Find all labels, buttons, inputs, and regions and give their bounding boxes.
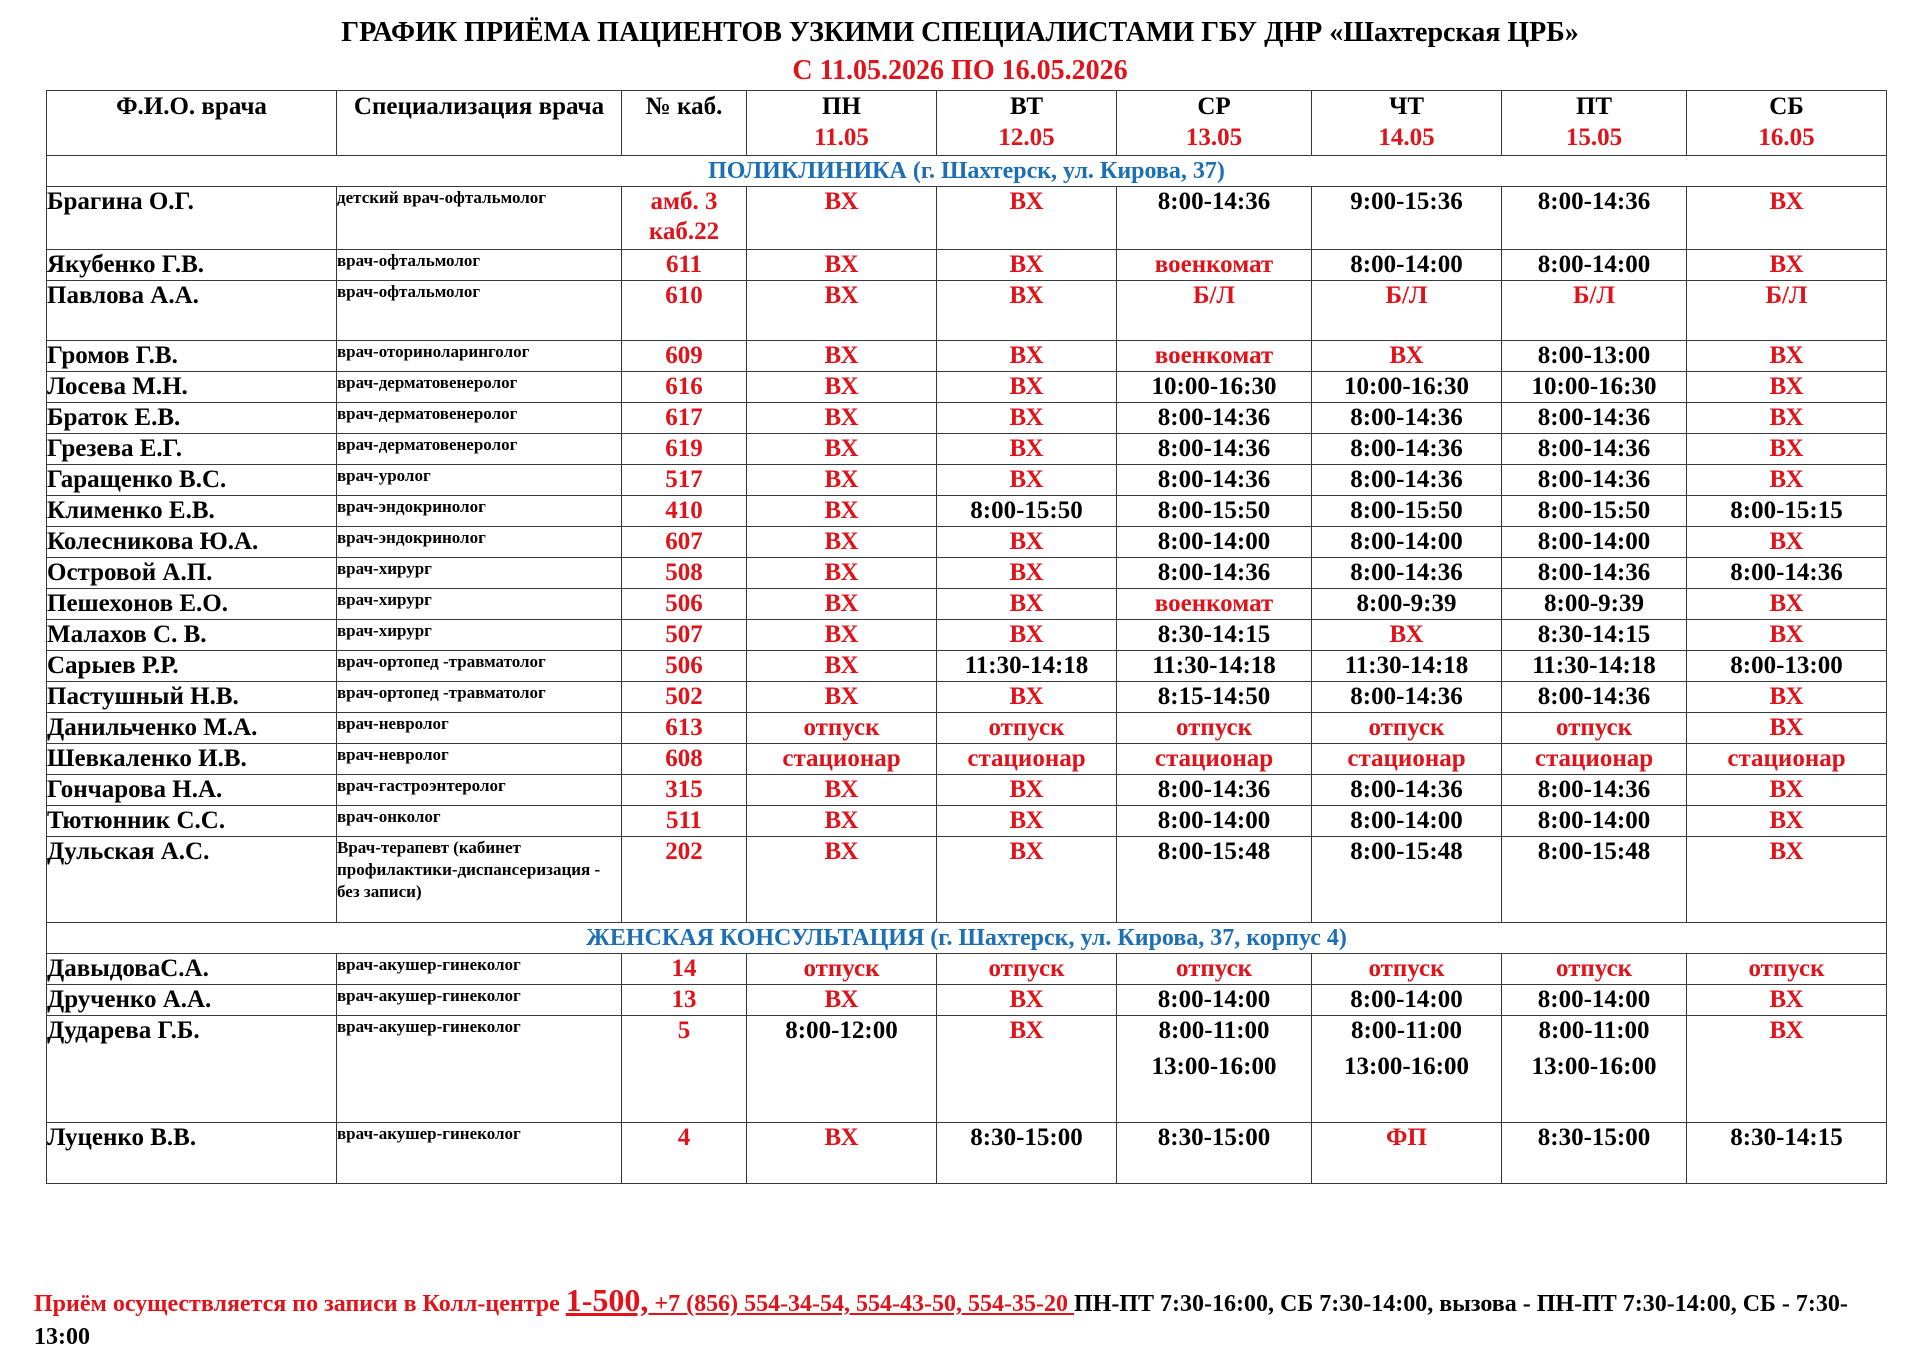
schedule-cell: ВХ — [747, 341, 937, 372]
room-number: 613 — [622, 713, 747, 744]
header-day — [1117, 91, 1312, 156]
day-date: 16.05 — [1758, 124, 1815, 151]
schedule-cell: ВХ — [747, 682, 937, 713]
header-day — [747, 91, 937, 156]
schedule-cell: ВХ — [747, 496, 937, 527]
schedule-cell: ВХ — [1687, 806, 1887, 837]
schedule-time: 8:00-11:00 — [1158, 1017, 1270, 1044]
doctor-specialization: врач-уролог — [337, 465, 622, 496]
doctor-specialization: врач-эндокринолог — [337, 527, 622, 558]
schedule-cell: 8:00-14:36 — [1312, 403, 1502, 434]
schedule-time-2: 13:00-16:00 — [1151, 1053, 1277, 1080]
doctor-specialization: врач-дерматовенеролог — [337, 434, 622, 465]
schedule-cell: ВХ — [747, 527, 937, 558]
room-number: 608 — [622, 744, 747, 775]
schedule-cell: ВХ — [937, 372, 1117, 403]
doctor-specialization: врач-акушер-гинеколог — [337, 1123, 622, 1184]
schedule-cell: отпуск — [1687, 954, 1887, 985]
room-number: 609 — [622, 341, 747, 372]
schedule-cell: ВХ — [937, 465, 1117, 496]
schedule-cell: ВХ — [747, 434, 937, 465]
schedule-cell: стационар — [1687, 744, 1887, 775]
schedule-time: ВХ — [1769, 1017, 1804, 1044]
room-number: 507 — [622, 620, 747, 651]
schedule-cell: 8:30-15:00 — [1502, 1123, 1687, 1184]
schedule-cell: отпуск — [937, 713, 1117, 744]
table-row — [47, 589, 1887, 620]
doctor-name: ДавыдоваС.А. — [47, 954, 337, 985]
schedule-cell: ВХ — [1687, 589, 1887, 620]
table-row — [47, 954, 1887, 985]
day-date: 12.05 — [998, 124, 1055, 151]
schedule-cell: отпуск — [747, 954, 937, 985]
doctor-specialization: врач-хирург — [337, 620, 622, 651]
schedule-cell: 8:00-14:36 — [1117, 775, 1312, 806]
doctor-name: Гаращенко В.С. — [47, 465, 337, 496]
schedule-cell: ВХ — [937, 187, 1117, 250]
schedule-cell: ФП — [1312, 1123, 1502, 1184]
schedule-cell: ВХ — [747, 806, 937, 837]
schedule-cell: 8:00-14:36 — [1312, 682, 1502, 713]
date-range: С 11.05.2026 ПО 16.05.2026 — [792, 55, 1128, 86]
schedule-cell: Б/Л — [1117, 281, 1312, 341]
schedule-cell: 8:00-14:00 — [1117, 985, 1312, 1016]
footer-hours: ПН-ПТ 7:30-16:00, СБ 7:30-14:00, вызова - ПН-ПТ 7:30-14:00, СБ - 7:30- 13:00 — [34, 1291, 1848, 1350]
schedule-cell — [747, 1016, 937, 1123]
room-number: 619 — [622, 434, 747, 465]
schedule-cell: ВХ — [747, 1123, 937, 1184]
schedule-cell: ВХ — [937, 558, 1117, 589]
schedule-cell — [1117, 1016, 1312, 1123]
schedule-cell: 8:00-14:36 — [1502, 434, 1687, 465]
table-row — [47, 281, 1887, 341]
schedule-cell: ВХ — [747, 985, 937, 1016]
header-name: Ф.И.О. врача — [47, 91, 337, 156]
schedule-cell: ВХ — [937, 403, 1117, 434]
schedule-cell: 8:00-14:00 — [1312, 250, 1502, 281]
schedule-cell — [937, 1016, 1117, 1123]
schedule-cell: 8:00-15:15 — [1687, 496, 1887, 527]
table-row — [47, 985, 1887, 1016]
schedule-cell: ВХ — [1687, 434, 1887, 465]
schedule-cell: стационар — [937, 744, 1117, 775]
doctor-name: Дударева Г.Б. — [47, 1016, 337, 1123]
day-date: 15.05 — [1565, 124, 1623, 151]
schedule-cell: ВХ — [747, 250, 937, 281]
doctor-specialization: врач-невролог — [337, 744, 622, 775]
doctor-specialization: врач-невролог — [337, 713, 622, 744]
doctor-specialization: врач-оториноларинголог — [337, 341, 622, 372]
schedule-cell: 8:00-15:50 — [1502, 496, 1687, 527]
schedule-cell: ВХ — [747, 187, 937, 250]
room-number: 410 — [622, 496, 747, 527]
schedule-cell: 8:00-13:00 — [1687, 651, 1887, 682]
room-number: 502 — [622, 682, 747, 713]
doctor-name: Островой А.П. — [47, 558, 337, 589]
doctor-specialization: Врач-терапевт (кабинет профилактики-диспансеризация - без записи) — [337, 837, 622, 923]
header-day — [1687, 91, 1887, 156]
room-number: 616 — [622, 372, 747, 403]
schedule-cell: 8:30-15:00 — [937, 1123, 1117, 1184]
footer-intro: Приём осуществляется по записи в Колл-центре — [34, 1291, 566, 1317]
schedule-cell: ВХ — [1687, 837, 1887, 923]
doctor-name: Шевкаленко И.В. — [47, 744, 337, 775]
schedule-cell: 8:00-15:48 — [1312, 837, 1502, 923]
schedule-cell: 8:00-15:48 — [1117, 837, 1312, 923]
room-number: 610 — [622, 281, 747, 341]
doctor-name: Громов Г.В. — [47, 341, 337, 372]
schedule-cell: 8:00-14:00 — [1312, 985, 1502, 1016]
schedule-cell: отпуск — [1502, 954, 1687, 985]
table-row — [47, 744, 1887, 775]
schedule-cell: 10:00-16:30 — [1502, 372, 1687, 403]
schedule-cell: 8:30-14:15 — [1502, 620, 1687, 651]
day-name: ВТ — [1009, 93, 1044, 120]
schedule-cell: 11:30-14:18 — [937, 651, 1117, 682]
doctor-name: Дульская А.С. — [47, 837, 337, 923]
doctor-name: Данильченко М.А. — [47, 713, 337, 744]
schedule-cell: ВХ — [747, 465, 937, 496]
doctor-specialization: врач-акушер-гинеколог — [337, 985, 622, 1016]
day-name: СБ — [1769, 93, 1804, 120]
schedule-cell: ВХ — [1687, 527, 1887, 558]
schedule-time: 8:00-11:00 — [1538, 1017, 1650, 1044]
schedule-cell: Б/Л — [1502, 281, 1687, 341]
room-number: 14 — [622, 954, 747, 985]
doctor-name: Пастушный Н.В. — [47, 682, 337, 713]
schedule-time: ВХ — [1009, 1017, 1044, 1044]
schedule-cell: Б/Л — [1687, 281, 1887, 341]
schedule-cell: ВХ — [747, 651, 937, 682]
schedule-table — [46, 90, 1887, 1184]
table-row — [47, 341, 1887, 372]
schedule-cell: ВХ — [747, 620, 937, 651]
schedule-cell — [1687, 1016, 1887, 1123]
table-row — [47, 434, 1887, 465]
schedule-cell: 11:30-14:18 — [1502, 651, 1687, 682]
section-title: ПОЛИКЛИНИКА (г. Шахтерск, ул. Кирова, 37) — [47, 156, 1887, 187]
schedule-cell: отпуск — [1312, 713, 1502, 744]
schedule-cell: ВХ — [937, 281, 1117, 341]
schedule-time: 8:00-12:00 — [785, 1017, 898, 1044]
schedule-cell: 10:00-16:30 — [1117, 372, 1312, 403]
schedule-cell: 8:00-15:50 — [1117, 496, 1312, 527]
schedule-cell: 8:00-14:00 — [1117, 527, 1312, 558]
schedule-cell: отпуск — [1117, 713, 1312, 744]
schedule-cell: отпуск — [1502, 713, 1687, 744]
schedule-cell: 8:00-14:00 — [1312, 527, 1502, 558]
room-number: 4 — [622, 1123, 747, 1184]
schedule-cell: отпуск — [747, 713, 937, 744]
room-number: 517 — [622, 465, 747, 496]
schedule-time-2: 13:00-16:00 — [1344, 1053, 1469, 1080]
header-row — [47, 91, 1887, 156]
header-spec: Специализация врача — [337, 91, 622, 156]
doctor-name: Павлова А.А. — [47, 281, 337, 341]
schedule-cell: ВХ — [747, 837, 937, 923]
schedule-cell: 8:00-14:36 — [1502, 187, 1687, 250]
schedule-cell: 8:00-14:36 — [1117, 465, 1312, 496]
section-row — [47, 923, 1887, 954]
room-number: 5 — [622, 1016, 747, 1123]
section-title: ЖЕНСКАЯ КОНСУЛЬТАЦИЯ (г. Шахтерск, ул. Кирова, 37, корпус 4) — [47, 923, 1887, 954]
schedule-cell — [1502, 1016, 1687, 1123]
schedule-cell: 8:00-14:00 — [1502, 985, 1687, 1016]
room-number: 611 — [622, 250, 747, 281]
schedule-cell: военкомат — [1117, 589, 1312, 620]
schedule-cell: ВХ — [1312, 341, 1502, 372]
doctor-name: Пешехонов Е.О. — [47, 589, 337, 620]
room-number: 617 — [622, 403, 747, 434]
schedule-cell: отпуск — [1117, 954, 1312, 985]
doctor-name: Малахов С. В. — [47, 620, 337, 651]
schedule-time-2: 13:00-16:00 — [1531, 1053, 1657, 1080]
schedule-cell: ВХ — [1687, 985, 1887, 1016]
schedule-cell: ВХ — [747, 589, 937, 620]
day-name: ЧТ — [1388, 93, 1425, 120]
schedule-cell: ВХ — [747, 281, 937, 341]
doctor-specialization: врач-акушер-гинеколог — [337, 1016, 622, 1123]
schedule-cell: 8:00-15:50 — [1312, 496, 1502, 527]
schedule-cell: 8:00-14:00 — [1502, 527, 1687, 558]
schedule-cell: 8:00-14:36 — [1502, 558, 1687, 589]
page-title: ГРАФИК ПРИЁМА ПАЦИЕНТОВ УЗКИМИ СПЕЦИАЛИСТАМИ ГБУ ДНР «Шахтерская ЦРБ» — [341, 17, 1579, 48]
table-row — [47, 403, 1887, 434]
table-row — [47, 1016, 1887, 1123]
schedule-cell: 9:00-15:36 — [1312, 187, 1502, 250]
schedule-cell: ВХ — [1687, 341, 1887, 372]
day-name: СР — [1197, 93, 1231, 120]
doctor-name: Грезева Е.Г. — [47, 434, 337, 465]
table-row — [47, 250, 1887, 281]
schedule-cell: 8:00-13:00 — [1502, 341, 1687, 372]
doctor-specialization: врач-хирург — [337, 558, 622, 589]
schedule-cell: 8:15-14:50 — [1117, 682, 1312, 713]
schedule-cell: 8:00-14:36 — [1687, 558, 1887, 589]
day-name: ПТ — [1575, 93, 1613, 120]
schedule-cell: ВХ — [1687, 372, 1887, 403]
schedule-cell: 8:00-14:36 — [1312, 434, 1502, 465]
schedule-cell: 8:00-14:36 — [1117, 403, 1312, 434]
schedule-cell: 8:30-15:00 — [1117, 1123, 1312, 1184]
header-day — [1502, 91, 1687, 156]
table-row — [47, 620, 1887, 651]
table-row — [47, 465, 1887, 496]
schedule-cell: 11:30-14:18 — [1117, 651, 1312, 682]
doctor-specialization: врач-онколог — [337, 806, 622, 837]
day-date: 14.05 — [1378, 124, 1435, 151]
table-row — [47, 806, 1887, 837]
schedule-cell: ВХ — [937, 620, 1117, 651]
room-number: 506 — [622, 651, 747, 682]
doctor-specialization: врач-гастроэнтеролог — [337, 775, 622, 806]
schedule-cell: 8:00-14:36 — [1312, 465, 1502, 496]
doctor-specialization: врач-хирург — [337, 589, 622, 620]
schedule-cell: ВХ — [937, 341, 1117, 372]
schedule-cell: 10:00-16:30 — [1312, 372, 1502, 403]
schedule-cell: 8:00-15:48 — [1502, 837, 1687, 923]
schedule-cell: военкомат — [1117, 250, 1312, 281]
schedule-cell: ВХ — [1687, 682, 1887, 713]
doctor-name: Тютюнник С.С. — [47, 806, 337, 837]
schedule-cell: 8:00-14:36 — [1117, 558, 1312, 589]
doctor-name: Друченко А.А. — [47, 985, 337, 1016]
schedule-cell: ВХ — [747, 372, 937, 403]
doctor-specialization: врач-эндокринолог — [337, 496, 622, 527]
schedule-cell: 8:00-14:36 — [1502, 465, 1687, 496]
schedule-cell: 8:00-9:39 — [1502, 589, 1687, 620]
schedule-cell: ВХ — [747, 403, 937, 434]
doctor-specialization: врач-офтальмолог — [337, 250, 622, 281]
schedule-cell: ВХ — [937, 837, 1117, 923]
schedule-cell: стационар — [1117, 744, 1312, 775]
schedule-cell: ВХ — [937, 775, 1117, 806]
header-day — [937, 91, 1117, 156]
room-number: 315 — [622, 775, 747, 806]
schedule-cell: 8:00-14:36 — [1502, 775, 1687, 806]
schedule-cell: военкомат — [1117, 341, 1312, 372]
schedule-cell: 8:00-14:00 — [1502, 250, 1687, 281]
schedule-cell: 8:00-14:36 — [1312, 775, 1502, 806]
doctor-name: Якубенко Г.В. — [47, 250, 337, 281]
schedule-cell: ВХ — [1687, 403, 1887, 434]
doctor-name: Сарыев Р.Р. — [47, 651, 337, 682]
table-row — [47, 713, 1887, 744]
room-number: 607 — [622, 527, 747, 558]
schedule-cell: 8:00-9:39 — [1312, 589, 1502, 620]
schedule-cell: 8:00-14:36 — [1117, 434, 1312, 465]
room-number: 13 — [622, 985, 747, 1016]
day-name: ПН — [822, 93, 861, 120]
table-row — [47, 496, 1887, 527]
doctor-specialization: врач-ортопед -травматолог — [337, 651, 622, 682]
table-row — [47, 837, 1887, 923]
schedule-cell: ВХ — [937, 434, 1117, 465]
schedule-cell: ВХ — [937, 682, 1117, 713]
doctor-name: Гончарова Н.А. — [47, 775, 337, 806]
doctor-name: Луценко В.В. — [47, 1123, 337, 1184]
schedule-cell: 8:00-14:36 — [1502, 403, 1687, 434]
table-row — [47, 372, 1887, 403]
schedule-cell: ВХ — [1687, 250, 1887, 281]
footer-short-number: 1-500, — [565, 1282, 649, 1318]
schedule-cell: Б/Л — [1312, 281, 1502, 341]
schedule-cell: ВХ — [1687, 465, 1887, 496]
doctor-specialization: врач-дерматовенеролог — [337, 403, 622, 434]
doctor-specialization: врач-дерматовенеролог — [337, 372, 622, 403]
schedule-cell: ВХ — [1687, 187, 1887, 250]
schedule-cell: 8:00-14:36 — [1117, 187, 1312, 250]
schedule-cell: ВХ — [1312, 620, 1502, 651]
schedule-time: 8:00-11:00 — [1350, 1017, 1463, 1044]
header-room: № каб. — [622, 91, 747, 156]
schedule-cell: отпуск — [1312, 954, 1502, 985]
schedule-cell: 8:30-14:15 — [1117, 620, 1312, 651]
schedule-cell: отпуск — [937, 954, 1117, 985]
schedule-cell: 8:00-14:36 — [1502, 682, 1687, 713]
day-date: 13.05 — [1185, 124, 1243, 151]
doctor-specialization: врач-акушер-гинеколог — [337, 954, 622, 985]
schedule-cell: ВХ — [937, 589, 1117, 620]
room-number: 506 — [622, 589, 747, 620]
header-day — [1312, 91, 1502, 156]
table-row — [47, 527, 1887, 558]
day-date: 11.05 — [814, 124, 869, 151]
schedule-cell: 8:00-14:00 — [1502, 806, 1687, 837]
table-row — [47, 1123, 1887, 1184]
schedule-cell: ВХ — [937, 527, 1117, 558]
room-number: 508 — [622, 558, 747, 589]
doctor-name: Лосева М.Н. — [47, 372, 337, 403]
schedule-cell: 8:00-15:50 — [937, 496, 1117, 527]
table-row — [47, 775, 1887, 806]
doctor-name: Клименко Е.В. — [47, 496, 337, 527]
section-row — [47, 156, 1887, 187]
schedule-cell: 11:30-14:18 — [1312, 651, 1502, 682]
schedule-cell: 8:00-14:00 — [1312, 806, 1502, 837]
doctor-name: Колесникова Ю.А. — [47, 527, 337, 558]
schedule-cell: стационар — [1312, 744, 1502, 775]
schedule-cell: ВХ — [747, 775, 937, 806]
schedule-cell — [1312, 1016, 1502, 1123]
doctor-name: Брагина О.Г. — [47, 187, 337, 250]
table-row — [47, 558, 1887, 589]
doctor-specialization: детский врач-офтальмолог — [337, 187, 622, 250]
footer-note — [34, 1284, 1904, 1354]
schedule-cell: ВХ — [747, 558, 937, 589]
schedule-cell: стационар — [747, 744, 937, 775]
schedule-cell: ВХ — [1687, 620, 1887, 651]
schedule-cell: ВХ — [937, 985, 1117, 1016]
footer-phones: +7 (856) 554-34-54, 554-43-50, 554-35-20 — [648, 1291, 1075, 1317]
table-row — [47, 187, 1887, 250]
schedule-cell: 8:30-14:15 — [1687, 1123, 1887, 1184]
doctor-specialization: врач-офтальмолог — [337, 281, 622, 341]
room-number: 202 — [622, 837, 747, 923]
schedule-cell: ВХ — [1687, 713, 1887, 744]
room-number: 511 — [622, 806, 747, 837]
doctor-specialization: врач-ортопед -травматолог — [337, 682, 622, 713]
schedule-cell: ВХ — [937, 806, 1117, 837]
schedule-cell: стационар — [1502, 744, 1687, 775]
table-row — [47, 682, 1887, 713]
table-row — [47, 651, 1887, 682]
doctor-name: Браток Е.В. — [47, 403, 337, 434]
schedule-cell: 8:00-14:36 — [1312, 558, 1502, 589]
room-number: амб. 3 каб.22 — [622, 187, 747, 250]
schedule-cell: ВХ — [1687, 775, 1887, 806]
schedule-cell: ВХ — [937, 250, 1117, 281]
schedule-cell: 8:00-14:00 — [1117, 806, 1312, 837]
